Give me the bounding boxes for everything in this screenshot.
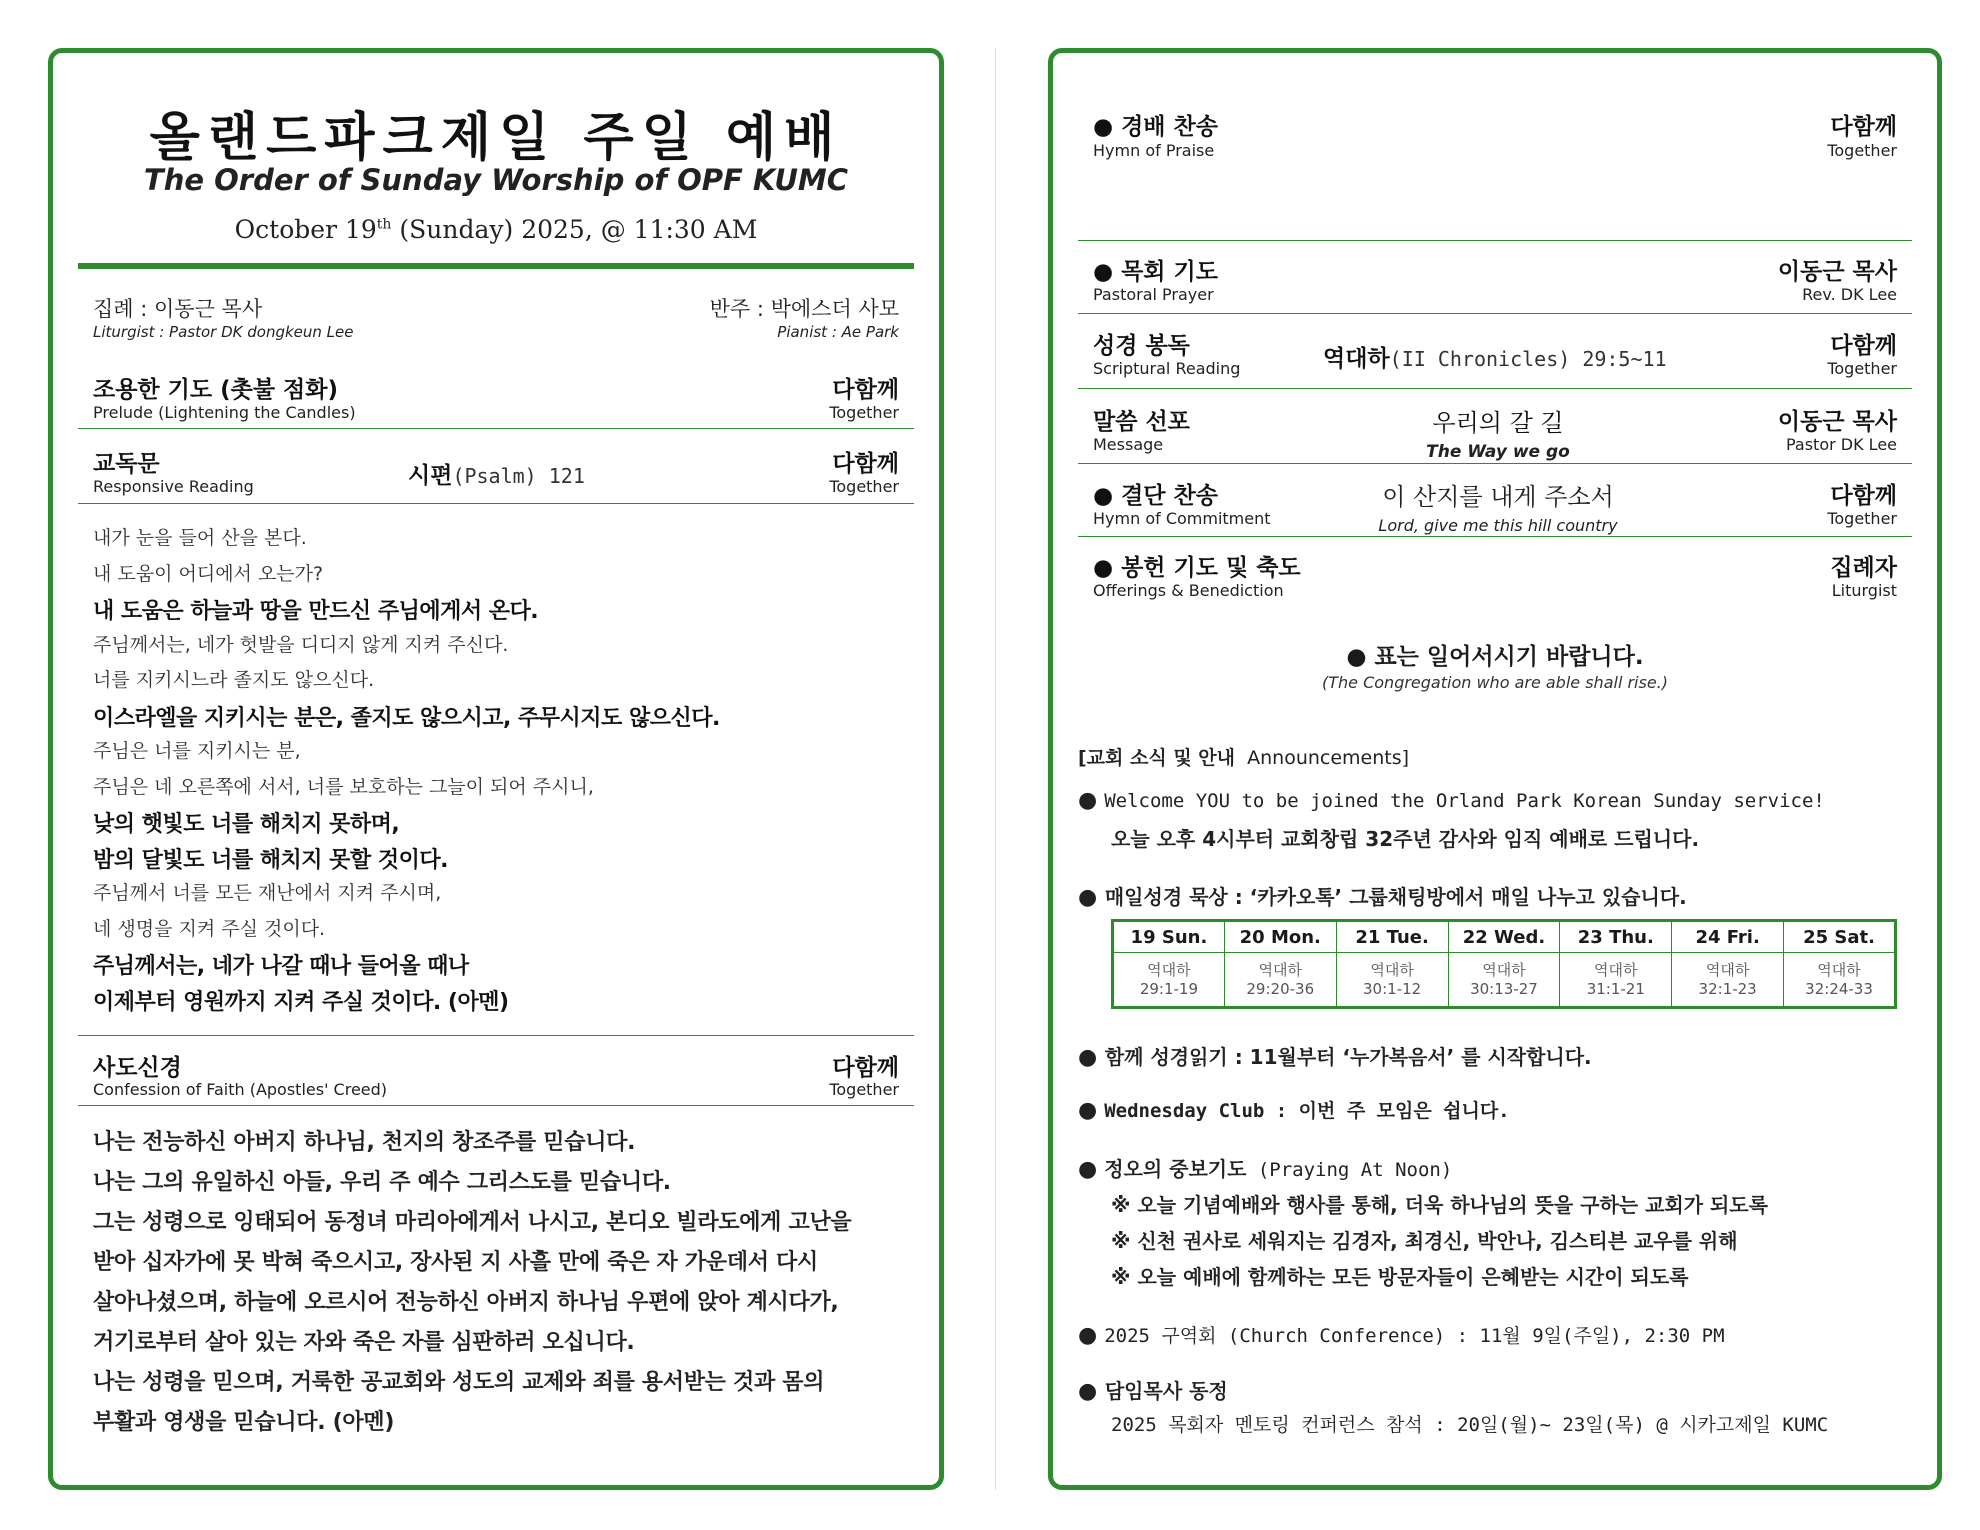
scripture-reference: 역대하(II Chronicles) 29:5~11 [1323, 346, 1667, 372]
divider [78, 428, 914, 429]
creed-line: 살아나셨으며, 하늘에 오르시어 전능하신 아버지 하나님 우편에 앉아 계시다가, [93, 1290, 839, 1315]
psalm-line: 내 도움은 하늘과 땅을 만드신 주님에게서 온다. [93, 599, 539, 624]
psalm-line: 낮의 햇빛도 너를 해치지 못하며, [93, 812, 400, 837]
scripture-subtitle: Scriptural Reading [1093, 359, 1241, 378]
responsive-who-en: Together [829, 477, 899, 496]
bible-reading-table [1111, 919, 1897, 1009]
message-title: 말씀 선포 [1093, 409, 1190, 435]
prayer-title: ● 목회 기도 [1093, 259, 1218, 285]
offering-who-ko: 집례자 [1830, 555, 1897, 581]
reading-day: 21 Tue. [1336, 921, 1448, 953]
divider [78, 1105, 914, 1106]
reading-verse: 역대하 32:24-33 [1784, 953, 1896, 1008]
reading-day: 19 Sun. [1113, 921, 1225, 953]
creed-line: 나는 그의 유일하신 아들, 우리 주 예수 그리스도를 믿습니다. [93, 1170, 671, 1195]
commitment-subtitle: Hymn of Commitment [1093, 509, 1271, 528]
reading-day: 23 Thu. [1560, 921, 1672, 953]
psalm-line: 이제부터 영원까지 지켜 주실 것이다. (아멘) [93, 989, 509, 1015]
rise-notice-en: (The Congregation who are able shall rise.) [1322, 673, 1668, 692]
reading-verse: 역대하 29:1-19 [1113, 953, 1225, 1008]
noon-prayer-item: ※ 오늘 기념예배와 행사를 통해, 더욱 하나님의 뜻을 구하는 교회가 되도록 [1111, 1193, 1768, 1217]
liturgist-en: Liturgist : Pastor DK dongkeun Lee [93, 323, 354, 341]
scripture-who-ko: 다함께 [1830, 333, 1897, 359]
offering-title: ● 봉헌 기도 및 축도 [1093, 555, 1301, 581]
reading-day: 24 Fri. [1672, 921, 1784, 953]
psalm-line: 내가 눈을 들어 산을 본다. [93, 527, 307, 549]
creed-line: 그는 성령으로 잉태되어 동정녀 마리아에게서 나시고, 본디오 빌라도에게 고난을 [93, 1210, 852, 1235]
divider [1078, 463, 1912, 464]
sermon-title [1353, 403, 1643, 462]
psalm-line: 너를 지키시느라 졸지도 않으신다. [93, 669, 375, 691]
order-of-worship-panel [48, 48, 944, 1490]
noon-prayer-item: ※ 오늘 예배에 함께하는 모든 방문자들이 은혜받는 시간이 되도록 [1111, 1265, 1689, 1289]
psalm-line: 주님께서는, 네가 나갈 때나 들어올 때나 [93, 954, 469, 979]
reading-verse: 역대하 30:1-12 [1336, 953, 1448, 1008]
responsive-title: 교독문 [93, 451, 160, 477]
pianist-ko: 반주 : 박에스더 사모 [709, 297, 899, 321]
praise-who-en: Together [1827, 141, 1897, 160]
announcement-wednesday-club: ● Wednesday Club : 이번 주 모임은 쉽니다. [1078, 1098, 1510, 1123]
sermon-title-en: The Way we go [1426, 442, 1570, 462]
prayer-who-ko: 이동근 목사 [1777, 259, 1897, 285]
divider [78, 503, 914, 504]
scripture-who-en: Together [1827, 359, 1897, 378]
header-divider [78, 263, 914, 269]
praise-subtitle: Hymn of Praise [1093, 141, 1215, 160]
reading-verse: 역대하 29:20-36 [1224, 953, 1336, 1008]
pianist-en: Pianist : Ae Park [777, 323, 899, 341]
prelude-subtitle: Prelude (Lightening the Candles) [93, 403, 356, 422]
message-who-ko: 이동근 목사 [1777, 409, 1897, 435]
announcement-conference: ● 2025 구역회 (Church Conference) : 11월 9일(주일), 2:30 PM [1078, 1323, 1725, 1348]
reading-verse: 역대하 31:1-21 [1560, 953, 1672, 1008]
psalm-line: 네 생명을 지켜 주실 것이다. [93, 917, 326, 940]
prayer-subtitle: Pastoral Prayer [1093, 285, 1214, 304]
responsive-reference: 시편(Psalm) 121 [408, 463, 585, 489]
creed-line: 받아 십자가에 못 박혀 죽으시고, 장사된 지 사흘 만에 죽은 자 가운데서 다시 [93, 1250, 818, 1275]
psalm-line: 밤의 달빛도 너를 해치지 못할 것이다. [93, 847, 448, 873]
sermon-title-ko: 우리의 갈 길 [1432, 409, 1564, 437]
offering-subtitle: Offerings & Benediction [1093, 581, 1284, 600]
divider [1078, 313, 1912, 314]
service-date: October 19th (Sunday) 2025, @ 11:30 AM [234, 215, 758, 244]
prayer-who-en: Rev. DK Lee [1802, 285, 1897, 304]
message-who-en: Pastor DK Lee [1785, 435, 1897, 454]
announcement-together-reading: ● 함께 성경읽기 : 11월부터 ‘누가복음서’ 를 시작합니다. [1078, 1045, 1592, 1070]
responsive-subtitle: Responsive Reading [93, 477, 254, 496]
responsive-who-ko: 다함께 [832, 451, 899, 477]
commitment-hymn-en: Lord, give me this hill country [1378, 516, 1618, 535]
creed-line: 나는 전능하신 아버지 하나님, 천지의 창조주를 믿습니다. [93, 1130, 636, 1155]
divider [1078, 536, 1912, 537]
praise-who-ko: 다함께 [1830, 114, 1897, 140]
announcement-welcome-sub: 오늘 오후 4시부터 교회창립 32주년 감사와 임직 예배로 드립니다. [1111, 827, 1700, 851]
creed-who-ko: 다함께 [832, 1055, 899, 1081]
creed-subtitle: Confession of Faith (Apostles' Creed) [93, 1080, 388, 1099]
divider [78, 1035, 914, 1036]
announcement-pastor-sub: 2025 목회자 멘토링 컨퍼런스 참석 : 20일(월)~ 23일(목) @ 시카고제일 KUMC [1111, 1414, 1829, 1436]
prelude-who-ko: 다함께 [832, 377, 899, 403]
psalm-line: 이스라엘을 지키시는 분은, 졸지도 않으시고, 주무시지도 않으신다. [93, 705, 720, 731]
announcement-pastor: ● 담임목사 동정 [1078, 1379, 1228, 1404]
noon-prayer-item: ※ 신천 권사로 세워지는 김경자, 최경신, 박안나, 김스티븐 교우를 위해 [1111, 1229, 1738, 1253]
rise-notice: ● 표는 일어서시기 바랍니다. [1346, 644, 1644, 670]
divider [1078, 240, 1912, 241]
announcements-heading: [교회 소식 및 안내 Announcements] [1078, 747, 1410, 769]
commitment-who-en: Together [1827, 509, 1897, 528]
liturgist-ko: 집례 : 이동근 목사 [93, 297, 263, 321]
announcement-daily-bible: ● 매일성경 묵상 : ‘카카오톡’ 그룹채팅방에서 매일 나누고 있습니다. [1078, 885, 1687, 910]
reading-day: 22 Wed. [1448, 921, 1560, 953]
commitment-title: ● 결단 찬송 [1093, 483, 1218, 509]
announcement-welcome: ● Welcome YOU to be joined the Orland Park Korean Sunday service! [1078, 788, 1825, 813]
page-divider [995, 48, 996, 1490]
prelude-who-en: Together [829, 403, 899, 422]
prelude-title: 조용한 기도 (촛불 점화) [93, 377, 339, 403]
announcements-panel [1048, 48, 1942, 1490]
creed-line: 나는 성령을 믿으며, 거룩한 공교회와 성도의 교제와 죄를 용서받는 것과 몸의 [93, 1370, 825, 1395]
psalm-line: 주님께서 너를 모든 재난에서 지켜 주시며, [93, 882, 442, 904]
reading-verse: 역대하 30:13-27 [1448, 953, 1560, 1008]
creed-line: 부활과 영생을 믿습니다. (아멘) [93, 1410, 395, 1435]
scripture-title: 성경 봉독 [1093, 333, 1190, 359]
praise-title: ● 경배 찬송 [1093, 114, 1218, 140]
commitment-hymn-ko: 이 산지를 내게 주소서 [1382, 483, 1614, 511]
psalm-line: 내 도움이 어디에서 오는가? [93, 562, 324, 585]
commitment-hymn [1323, 477, 1673, 535]
reading-day: 20 Mon. [1224, 921, 1336, 953]
creed-line: 거기로부터 살아 있는 자와 죽은 자를 심판하러 오십니다. [93, 1330, 635, 1355]
title-korean: 올랜드파크제일 주일 예배 [149, 107, 843, 168]
psalm-line: 주님은 네 오른쪽에 서서, 너를 보호하는 그늘이 되어 주시니, [93, 775, 594, 798]
creed-title: 사도신경 [93, 1055, 182, 1081]
psalm-line: 주님께서는, 네가 헛발을 디디지 않게 지켜 주신다. [93, 633, 509, 656]
reading-verse: 역대하 32:1-23 [1672, 953, 1784, 1008]
divider [1078, 388, 1912, 389]
announcement-noon-prayer: ● 정오의 중보기도 (Praying At Noon) [1078, 1157, 1453, 1182]
message-subtitle: Message [1093, 435, 1164, 454]
commitment-who-ko: 다함께 [1830, 483, 1897, 509]
offering-who-en: Liturgist [1831, 581, 1897, 600]
psalm-line: 주님은 너를 지키시는 분, [93, 740, 301, 762]
title-english: The Order of Sunday Worship of OPF KUMC [143, 163, 849, 197]
creed-who-en: Together [829, 1080, 899, 1099]
reading-day: 25 Sat. [1784, 921, 1896, 953]
